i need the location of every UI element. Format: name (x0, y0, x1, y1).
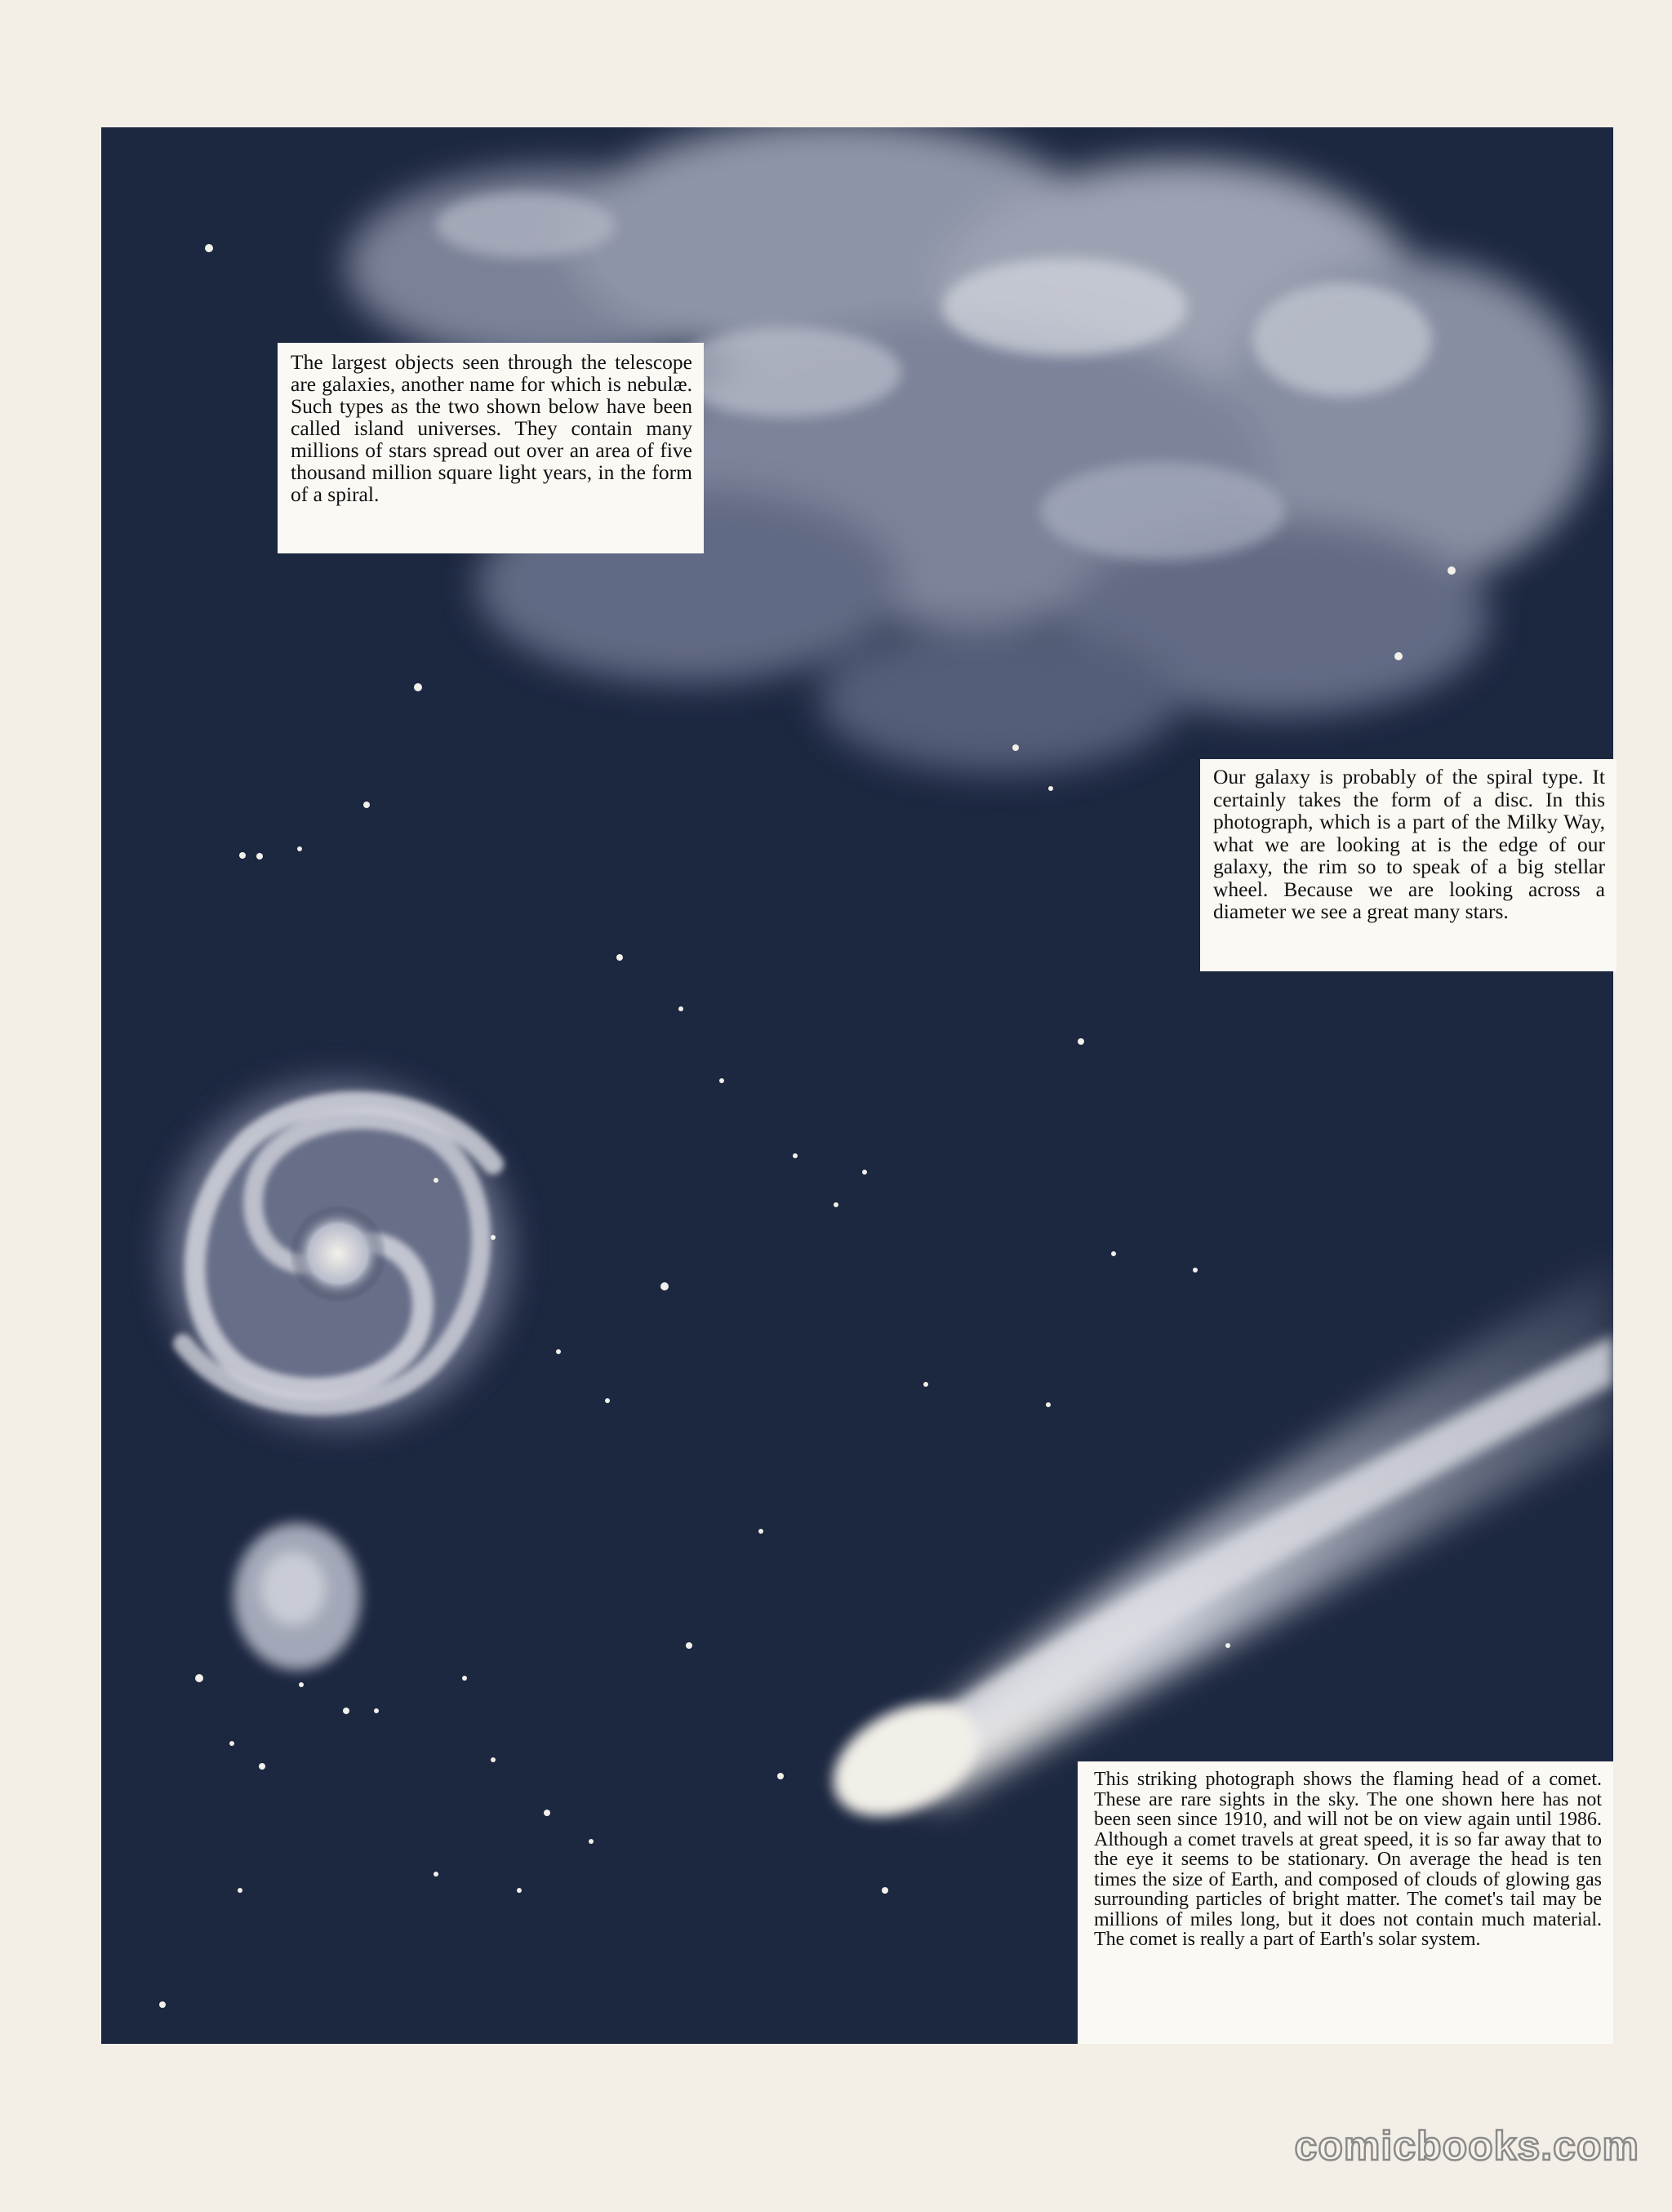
comet (814, 1262, 1613, 1840)
caption-galaxies (278, 343, 704, 553)
caption-comet-text: This striking photograph shows the flaming head of a comet. These are rare sights in the sky. The one shown here has not been seen since 1910, and will not be on view again until 1986. Although a comet travels at great speed, it is so far away that to the eye it seems to be stationary. On average the head is ten times the size of Earth, and composed of clouds of glowing gas surrounding particles of bright matter. The comet's tail may be millions of miles long, but it does not contain much material. The comet is really a part of Earth's solar system. (1094, 1769, 1602, 1950)
caption-comet (1078, 1761, 1613, 2044)
caption-milky-way-text: Our galaxy is probably of the spiral type. It certainly takes the form of a disc. In this photograph, which is a part of the Milky Way, what we are looking at is the edge of our galaxy, the rim so to speak of a big stellar wheel. Because we are looking across a diameter we see a great many stars. (1213, 765, 1605, 923)
companion-galaxy (233, 1523, 361, 1670)
caption-milky-way (1200, 759, 1616, 971)
spiral-galaxy (167, 1082, 509, 1425)
watermark: comicbooks.com (1294, 2123, 1639, 2169)
caption-galaxies-text: The largest objects seen through the telescope are galaxies, another name for which is nebulæ. Such types as the two shown below have been called island universes. They contain many millions of stars spread out over an area of five thousand million square light years, in the form of a spiral. (291, 350, 692, 506)
